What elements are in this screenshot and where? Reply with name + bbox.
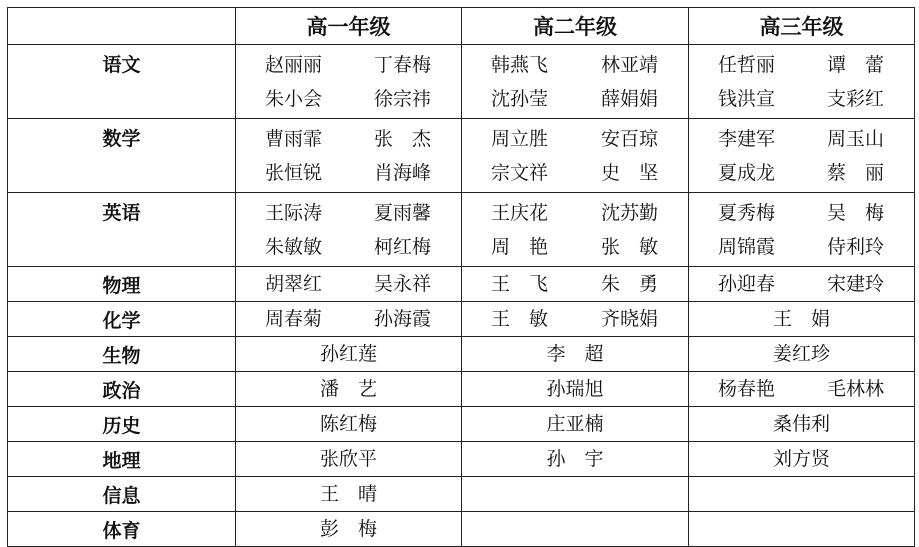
teacher-name: 张 敏 [600, 235, 658, 258]
roster-body [8, 45, 915, 547]
teacher-cell-grade-2 [462, 442, 689, 477]
teacher-name: 任哲丽 [718, 53, 776, 76]
teacher-cell-grade-3 [689, 45, 915, 119]
teacher-name: 孙红莲 [319, 343, 377, 365]
teacher-cell-grade-1 [236, 193, 462, 267]
teacher-cell-grade-2 [462, 477, 689, 512]
teacher-pair [236, 156, 461, 190]
teacher-name: 薛娟娟 [600, 87, 658, 110]
teacher-name: 周立胜 [491, 127, 549, 150]
table-row [8, 512, 915, 547]
teacher-cell-grade-1 [236, 407, 462, 442]
teacher-name: 杨春艳 [718, 378, 776, 400]
teacher-name: 宋建玲 [826, 273, 884, 295]
subject-label: 信息 [8, 477, 236, 512]
teacher-name: 王 飞 [491, 273, 549, 295]
teacher-name: 曹雨霏 [265, 127, 323, 150]
table-row [8, 442, 915, 477]
teacher-pair [462, 122, 688, 156]
teacher-cell-grade-1 [236, 442, 462, 477]
teacher-cell-grade-1 [236, 337, 462, 372]
teacher-name: 吴永祥 [373, 273, 431, 295]
teacher-pair [689, 267, 914, 301]
teacher-pair [236, 122, 461, 156]
teacher-cell-grade-1 [236, 477, 462, 512]
teacher-name: 王 敏 [491, 308, 549, 330]
teacher-name: 刘方贤 [772, 448, 830, 470]
table-row [8, 407, 915, 442]
teacher-pair [462, 196, 688, 230]
teacher-pair [689, 122, 914, 156]
subject-label: 体育 [8, 512, 236, 547]
teacher-pair [236, 267, 461, 301]
teacher-cell-grade-1 [236, 267, 462, 302]
teacher-cell-grade-2 [462, 267, 689, 302]
teacher-cell-grade-1 [236, 302, 462, 337]
teacher-cell-grade-3 [689, 372, 915, 407]
teacher-cell-grade-3 [689, 407, 915, 442]
teacher-name: 孙瑞旭 [546, 378, 604, 400]
subject-label: 地理 [8, 442, 236, 477]
teacher-pair [462, 302, 688, 336]
subject-label: 英语 [8, 193, 236, 267]
teacher-name: 宗文祥 [491, 161, 549, 184]
teacher-name: 周锦霞 [718, 235, 776, 258]
teacher-name: 张恒锐 [265, 161, 323, 184]
header-grade-2: 高二年级 [462, 8, 689, 45]
teacher-pair [689, 156, 914, 190]
teacher-name: 肖海峰 [373, 161, 431, 184]
table-row [8, 337, 915, 372]
teacher-name: 王际涛 [265, 201, 323, 224]
teacher-name: 谭 蕾 [826, 53, 884, 76]
teacher-name: 桑伟利 [772, 413, 830, 435]
teacher-cell-grade-2 [462, 193, 689, 267]
teacher-name: 李 超 [546, 343, 604, 365]
teacher-name: 孙海霞 [373, 308, 431, 330]
teacher-name: 王 娟 [772, 308, 830, 330]
teacher-cell-grade-1 [236, 45, 462, 119]
teacher-name: 蔡 丽 [826, 161, 884, 184]
teacher-name: 钱洪宣 [718, 87, 776, 110]
teacher-pair [689, 230, 914, 264]
teacher-name: 夏成龙 [718, 161, 776, 184]
teacher-name: 徐宗祎 [373, 87, 431, 110]
teacher-cell-grade-3 [689, 119, 915, 193]
teacher-cell-grade-2 [462, 119, 689, 193]
teacher-name: 张欣平 [319, 448, 377, 470]
subject-label: 历史 [8, 407, 236, 442]
teacher-name: 孙 宇 [546, 448, 604, 470]
teacher-cell-grade-2 [462, 512, 689, 547]
teacher-pair [462, 82, 688, 116]
subject-label: 数学 [8, 119, 236, 193]
teacher-name: 史 坚 [600, 161, 658, 184]
teacher-name: 侍利玲 [826, 235, 884, 258]
table-row [8, 119, 915, 193]
teacher-cell-grade-2 [462, 337, 689, 372]
teacher-name: 彭 梅 [319, 518, 377, 540]
teacher-name: 李建军 [718, 127, 776, 150]
teacher-name: 朱小会 [265, 87, 323, 110]
teacher-cell-grade-2 [462, 372, 689, 407]
table-row [8, 302, 915, 337]
teacher-roster-table [7, 7, 915, 547]
teacher-cell-grade-2 [462, 407, 689, 442]
teacher-pair [689, 82, 914, 116]
teacher-cell-grade-3 [689, 302, 915, 337]
teacher-name: 潘 艺 [319, 378, 377, 400]
header-grade-1: 高一年级 [236, 8, 462, 45]
table-row [8, 45, 915, 119]
subject-label: 化学 [8, 302, 236, 337]
teacher-name: 庄亚楠 [546, 413, 604, 435]
teacher-pair [462, 48, 688, 82]
teacher-pair [236, 82, 461, 116]
teacher-pair [236, 302, 461, 336]
teacher-pair [689, 48, 914, 82]
teacher-pair [462, 267, 688, 301]
subject-label: 生物 [8, 337, 236, 372]
teacher-name: 毛林林 [826, 378, 884, 400]
teacher-pair [689, 196, 914, 230]
subject-label: 语文 [8, 45, 236, 119]
teacher-name: 张 杰 [373, 127, 431, 150]
header-corner [8, 8, 236, 45]
teacher-name: 吴 梅 [826, 201, 884, 224]
teacher-name: 王庆花 [491, 201, 549, 224]
teacher-cell-grade-3 [689, 477, 915, 512]
teacher-name: 丁春梅 [373, 53, 431, 76]
teacher-cell-grade-3 [689, 193, 915, 267]
teacher-cell-grade-3 [689, 337, 915, 372]
teacher-name: 齐晓娟 [600, 308, 658, 330]
teacher-name: 林亚靖 [600, 53, 658, 76]
teacher-pair [236, 230, 461, 264]
teacher-name: 夏雨馨 [373, 201, 431, 224]
teacher-name: 安百琼 [600, 127, 658, 150]
teacher-cell-grade-3 [689, 512, 915, 547]
teacher-cell-grade-1 [236, 119, 462, 193]
table-row [8, 477, 915, 512]
teacher-cell-grade-2 [462, 302, 689, 337]
teacher-pair [462, 156, 688, 190]
teacher-cell-grade-1 [236, 372, 462, 407]
teacher-name: 胡翠红 [265, 273, 323, 295]
table-row [8, 267, 915, 302]
teacher-cell-grade-3 [689, 267, 915, 302]
teacher-name: 朱敏敏 [265, 235, 323, 258]
teacher-name: 夏秀梅 [718, 201, 776, 224]
teacher-name: 柯红梅 [373, 235, 431, 258]
teacher-name: 孙迎春 [718, 273, 776, 295]
teacher-name: 姜红珍 [772, 343, 830, 365]
teacher-name: 周玉山 [826, 127, 884, 150]
teacher-pair [236, 48, 461, 82]
subject-label: 物理 [8, 267, 236, 302]
teacher-pair [462, 230, 688, 264]
teacher-name: 沈孙莹 [491, 87, 549, 110]
teacher-name: 赵丽丽 [265, 53, 323, 76]
teacher-name: 沈苏勤 [600, 201, 658, 224]
teacher-pair [236, 196, 461, 230]
teacher-name: 韩燕飞 [491, 53, 549, 76]
table-row [8, 193, 915, 267]
subject-label: 政治 [8, 372, 236, 407]
header-row [8, 8, 915, 45]
teacher-cell-grade-2 [462, 45, 689, 119]
teacher-name: 周 艳 [491, 235, 549, 258]
teacher-pair [689, 372, 914, 406]
teacher-name: 支彩红 [826, 87, 884, 110]
header-grade-3: 高三年级 [689, 8, 915, 45]
teacher-cell-grade-1 [236, 512, 462, 547]
teacher-name: 周春菊 [265, 308, 323, 330]
teacher-name: 陈红梅 [319, 413, 377, 435]
table-row [8, 372, 915, 407]
teacher-name: 朱 勇 [600, 273, 658, 295]
teacher-cell-grade-3 [689, 442, 915, 477]
teacher-name: 王 晴 [319, 483, 377, 505]
